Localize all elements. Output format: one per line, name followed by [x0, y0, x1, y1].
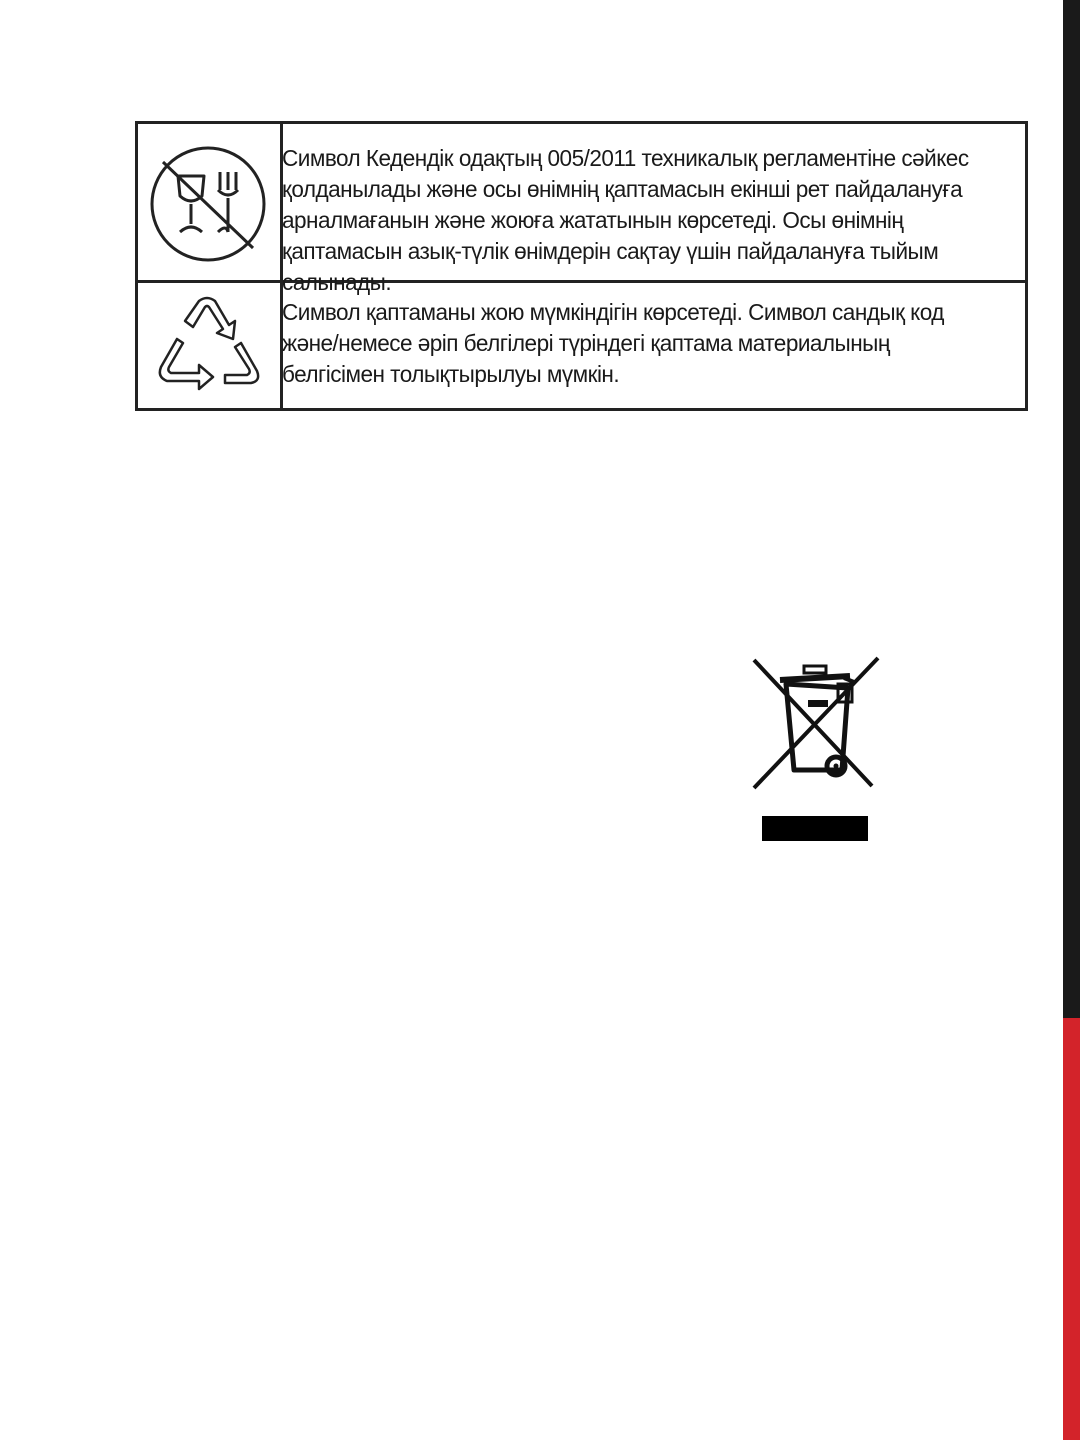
- symbol-description: Символ Кедендік одақтың 005/2011 техникалық регламентіне сәйкес қолданылады және осы өнімнің қаптамасын екінші рет пайдалануға арналмағанын және жоюға жататынын көрсетеді. Осы өнімнің қаптамасын азық-түлік өнімдерін сақтау үшін пайдалануға тыйым салынады.: [282, 145, 969, 295]
- page-edge-bar-red: [1063, 1018, 1080, 1440]
- page-edge-bar-dark: [1063, 0, 1080, 1018]
- symbol-cell: [138, 283, 283, 408]
- symbol-description: Символ қаптаманы жою мүмкіндігін көрсетеді. Символ сандық код және/немесе әріп белгілері түріндегі қаптама материалының белгісімен толықтырылуы мүмкін.: [282, 299, 944, 387]
- crossed-out-wheelie-bin-icon: [748, 654, 884, 844]
- symbols-table-row: [138, 283, 1025, 408]
- recycle-triangle-icon: [147, 291, 271, 401]
- symbol-cell: [138, 124, 283, 280]
- no-food-contact-icon: [148, 144, 268, 264]
- symbols-table-row: [138, 124, 1025, 295]
- symbols-table: [135, 121, 1028, 411]
